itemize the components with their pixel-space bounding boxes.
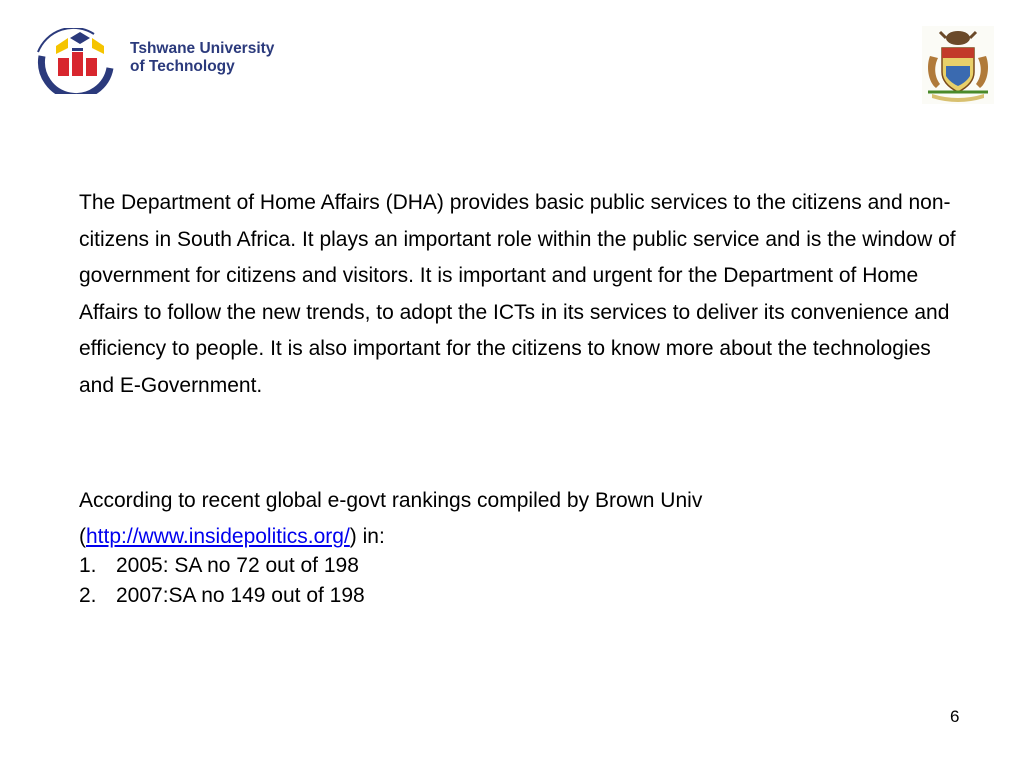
- list-item-text: 2007:SA no 149 out of 198: [116, 584, 365, 607]
- coat-of-arms-icon: [922, 26, 994, 104]
- open-paren: (: [79, 525, 86, 548]
- list-item: [79, 581, 365, 611]
- university-name: [130, 40, 274, 76]
- list-item-number: 2.: [79, 584, 97, 607]
- list-item-number: 1.: [79, 554, 97, 577]
- rankings-paragraph: [79, 483, 959, 555]
- insidepolitics-link[interactable]: http://www.insidepolitics.org/: [86, 525, 350, 548]
- intro-paragraph: The Department of Home Affairs (DHA) provides basic public services to the citizens and non-citizens in South Africa. It plays an important role within the public service and is the window of government for citizens and visitors. It is important and urgent for the Department of Home Affairs to follow the new trends, to adopt the ICTs in its services to deliver its convenience and efficiency to people. It is also important for the citizens to know more about the technologies and E-Government.: [79, 191, 956, 397]
- after-link-text: ) in:: [349, 525, 385, 548]
- logo-line-2: of Technology: [130, 58, 235, 75]
- list-item-text: 2005: SA no 72 out of 198: [116, 554, 359, 577]
- rankings-intro-line: According to recent global e-govt rankings compiled by Brown Univ: [79, 489, 703, 512]
- rankings-list: [79, 551, 365, 611]
- list-item: [79, 551, 365, 581]
- rankings-source-line: [79, 519, 959, 555]
- tut-emblem-icon: [34, 28, 124, 94]
- page-number: 6: [950, 707, 960, 726]
- university-logo: [34, 28, 294, 94]
- logo-line-1: Tshwane University: [130, 40, 275, 57]
